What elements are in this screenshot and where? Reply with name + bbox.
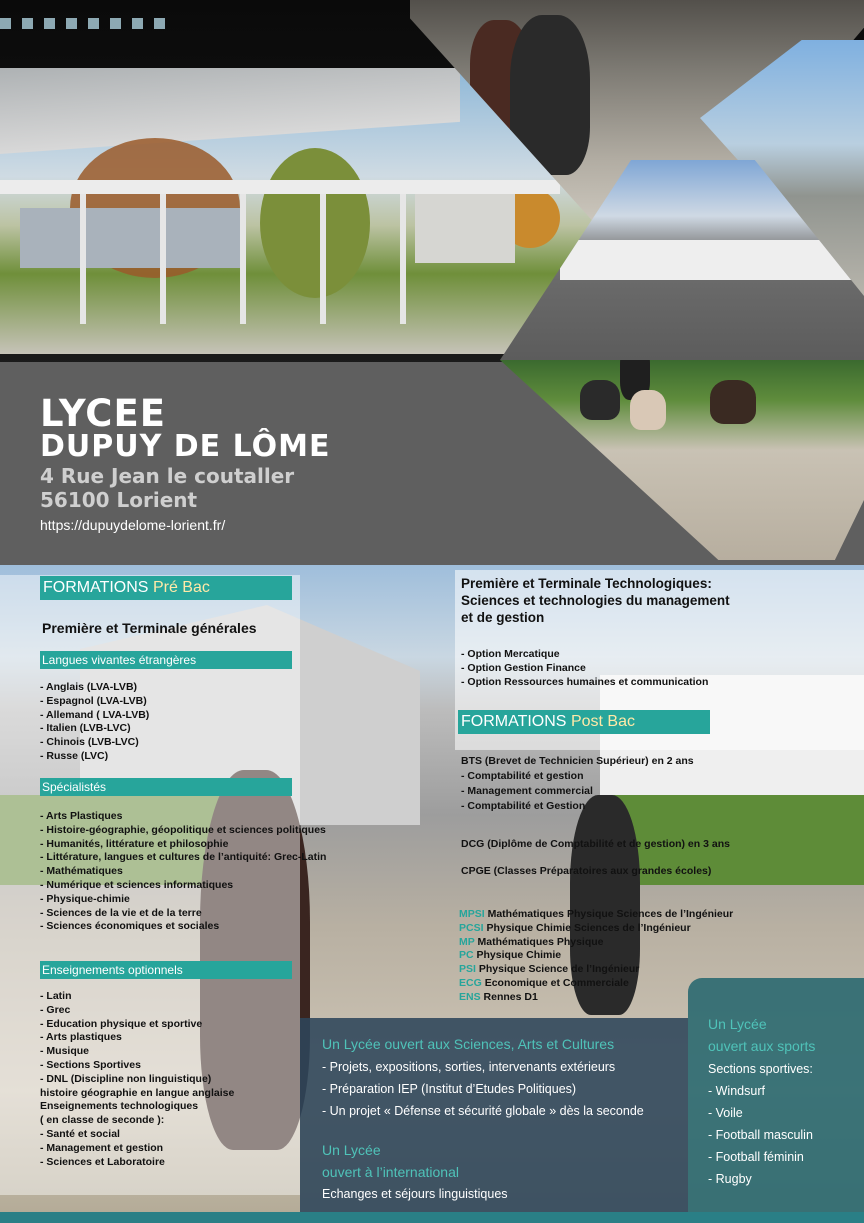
- techno-title-line: Sciences et technologies du management: [461, 593, 730, 608]
- list-item: Enseignements technologiques: [40, 1100, 199, 1113]
- class-abbr: MPSI: [459, 908, 485, 920]
- formations-label: FORMATIONS: [461, 713, 567, 730]
- options-header: Enseignements optionnels: [40, 961, 292, 979]
- class-abbr: PCSI: [459, 921, 484, 934]
- list-item: - Physique-chimie: [40, 892, 130, 905]
- class-abbr: PC: [459, 949, 474, 962]
- class-text: Rennes D1: [483, 990, 538, 1003]
- list-item: - Option Gestion Finance: [461, 661, 586, 674]
- list-item: - Sciences de la vie et de la terre: [40, 906, 202, 919]
- post-bac-label: Post Bac: [570, 713, 635, 730]
- list-item: - Management commercial: [461, 785, 593, 797]
- list-item: - Sciences économiques et sociales: [40, 920, 220, 933]
- decor-square: [0, 18, 11, 29]
- decor-square: [22, 18, 33, 29]
- list-item: - Comptabilité et gestion: [461, 770, 584, 782]
- list-item: - Russe (LVC): [40, 749, 109, 762]
- class-abbr: ENS: [459, 990, 481, 1003]
- list-item: - DNL (Discipline non linguistique): [40, 1072, 212, 1085]
- list-item: - Littérature, langues et cultures de l’antiquité: Grec-Latin: [40, 851, 327, 864]
- techno-title-line: Première et Terminale Technologiques:: [461, 576, 712, 591]
- class-abbr: PSI: [459, 963, 476, 976]
- list-item: - Santé et social: [40, 1127, 120, 1140]
- cpge-line: CPGE (Classes Préparatoires aux grandes écoles): [461, 865, 712, 877]
- address-city: 56100 Lorient: [40, 488, 198, 512]
- languages-list: [40, 681, 149, 764]
- list-item: - Option Mercatique: [461, 648, 560, 660]
- class-row: [459, 963, 733, 977]
- sports-item: - Windsurf: [708, 1084, 765, 1098]
- decor-square: [44, 18, 55, 29]
- list-item: - Comptabilité et Gestion: [461, 800, 586, 812]
- decor-square: [66, 18, 77, 29]
- sports-panel: [688, 978, 864, 1223]
- list-item: ( en classe de seconde ):: [40, 1114, 165, 1127]
- class-row: [459, 949, 733, 963]
- general-title: Première et Terminale générales: [42, 620, 257, 636]
- international-title-line2: ouvert à l’international: [322, 1164, 459, 1180]
- list-item: - Sciences et Laboratoire: [40, 1155, 165, 1168]
- list-item: - Musique: [40, 1045, 89, 1058]
- arts-item: - Un projet « Défense et sécurité globale » dès la seconde: [322, 1104, 644, 1118]
- class-text: Physique Chimie: [476, 949, 562, 962]
- address-street: 4 Rue Jean le coutaller: [40, 464, 295, 488]
- sports-item: - Voile: [708, 1106, 743, 1120]
- dcg-line: DCG (Diplôme de Comptabilité et de gestion) en 3 ans: [461, 838, 730, 850]
- techno-title: [461, 575, 730, 626]
- international-title-line1: Un Lycée: [322, 1142, 381, 1158]
- formations-label: FORMATIONS: [43, 579, 149, 596]
- class-text: Mathématiques Physique Sciences de l’Ingénieur: [487, 908, 734, 920]
- website-link[interactable]: https://dupuydelome-lorient.fr/: [40, 517, 226, 533]
- list-item: - Espagnol (LVA-LVB): [40, 694, 147, 707]
- class-text: Physique Chimie Sciences de l’Ingénieur: [486, 921, 691, 934]
- decor-square: [154, 18, 165, 29]
- list-item: - Humanités, littérature et philosophie: [40, 837, 229, 850]
- arts-item: - Projets, expositions, sorties, intervenants extérieurs: [322, 1060, 616, 1074]
- bts-list: [461, 754, 694, 814]
- list-item: - Grec: [40, 1003, 71, 1016]
- list-item: histoire géographie en langue anglaise: [40, 1086, 235, 1099]
- class-abbr: MP: [459, 935, 475, 948]
- list-item: - Italien (LVB-LVC): [40, 722, 131, 735]
- options-list: [40, 990, 234, 1169]
- arts-title: Un Lycée ouvert aux Sciences, Arts et Cultures: [322, 1036, 615, 1052]
- list-item: - Latin: [40, 990, 72, 1002]
- class-text: Physique Science de l’Ingénieur: [478, 963, 640, 976]
- decor-square: [88, 18, 99, 29]
- list-item: - Mathématiques: [40, 865, 123, 878]
- sports-item: - Football masculin: [708, 1128, 813, 1142]
- specialites-list: [40, 810, 326, 934]
- decor-square: [110, 18, 121, 29]
- list-item: - Education physique et sportive: [40, 1017, 203, 1030]
- list-item: - Histoire-géographie, géopolitique et sciences politiques: [40, 823, 326, 836]
- class-abbr: ECG: [459, 976, 482, 989]
- sports-title-line2: ouvert aux sports: [708, 1038, 816, 1054]
- techno-title-line: et de gestion: [461, 610, 545, 625]
- list-item: - Option Ressources humaines et communication: [461, 675, 709, 688]
- decor-square: [132, 18, 143, 29]
- sports-subtitle: Sections sportives:: [708, 1062, 813, 1076]
- arts-culture-panel: [300, 1018, 688, 1223]
- class-text: Economique et Commerciale: [484, 976, 629, 989]
- list-item: - Management et gestion: [40, 1141, 164, 1154]
- sports-title-line1: Un Lycée: [708, 1016, 767, 1032]
- list-item: - Chinois (LVB-LVC): [40, 736, 139, 749]
- sports-item: - Football féminin: [708, 1150, 804, 1164]
- international-text: Echanges et séjours linguistiques: [322, 1187, 508, 1201]
- techno-options-list: [461, 648, 708, 689]
- list-item: BTS (Brevet de Technicien Supérieur) en 2 ans: [461, 755, 694, 767]
- class-text: Mathématiques Physique: [477, 935, 604, 948]
- specialites-header: Spécialistés: [40, 778, 292, 796]
- list-item: - Anglais (LVA-LVB): [40, 681, 138, 693]
- languages-header: Langues vivantes étrangères: [40, 651, 292, 669]
- list-item: - Arts Plastiques: [40, 810, 123, 822]
- arts-item: - Préparation IEP (Institut d’Etudes Politiques): [322, 1082, 577, 1096]
- list-item: - Numérique et sciences informatiques: [40, 878, 234, 891]
- bottom-strip: [0, 1212, 864, 1223]
- class-row: [459, 922, 733, 936]
- class-row: [459, 936, 733, 950]
- list-item: - Arts plastiques: [40, 1031, 122, 1044]
- class-row: [459, 908, 733, 922]
- formations-post-bac-header: [458, 710, 710, 734]
- formations-pre-bac-header: [40, 576, 292, 600]
- school-name-line1: LYCEE: [40, 392, 166, 435]
- list-item: - Allemand ( LVA-LVB): [40, 708, 150, 721]
- school-name-line2: DUPUY DE LÔME: [40, 429, 331, 464]
- pre-bac-label: Pré Bac: [152, 579, 210, 596]
- list-item: - Sections Sportives: [40, 1058, 141, 1071]
- sports-item: - Rugby: [708, 1172, 752, 1186]
